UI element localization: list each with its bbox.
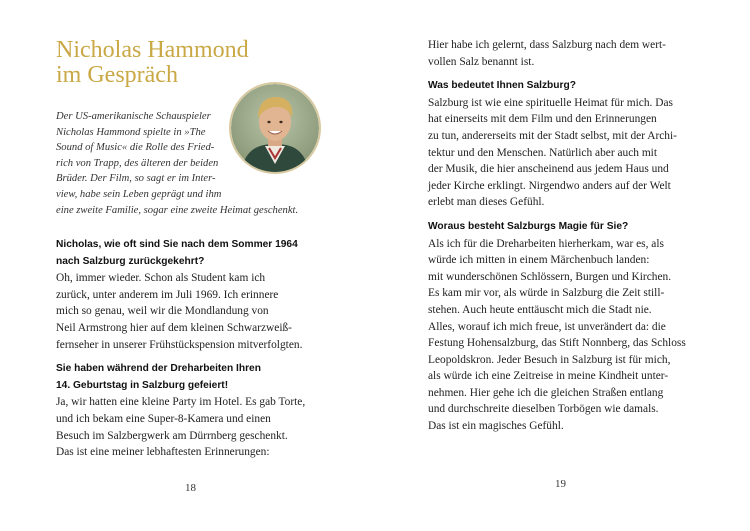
- left-body: [56, 237, 305, 461]
- answer-2-line: Ja, wir hatten eine kleine Party im Hotel. Es gab Torte,: [56, 396, 306, 409]
- answer-1-line: fernseher in unserer Frühstückspension mitverfolgten.: [56, 338, 303, 351]
- question-3-line: Was bedeutet Ihnen Salzburg?: [428, 80, 576, 92]
- intro-line: Brüder. Der Film, so sagt er im Inter-: [56, 173, 216, 185]
- title-line-1: Nicholas Hammond: [56, 37, 249, 63]
- answer-1-line: Neil Armstrong hier auf dem kleinen Schwarzweiß-: [56, 321, 292, 334]
- paragraph-gap: [428, 70, 686, 78]
- article-title: [56, 38, 249, 88]
- answer-1-line: Oh, immer wieder. Schon als Student kam ich: [56, 272, 266, 285]
- answer-4-line: Alles, worauf ich mich freue, ist unverändert da: die: [428, 320, 666, 333]
- answer-3-line: zu tun, andererseits mit der Stadt selbst, mit der Archi-: [428, 129, 677, 142]
- answer-3-line: tektur und den Menschen. Natürlich aber auch mit: [428, 146, 658, 159]
- intro-line: Nicholas Hammond spielte in »The: [56, 126, 206, 138]
- answer-4-line: Leopoldskron. Jeder Besuch in Salzburg ist für mich,: [428, 353, 671, 366]
- paragraph-gap: [428, 211, 686, 219]
- answer-2-line: Besuch im Salzbergwerk am Dürrnberg geschenkt.: [56, 429, 288, 442]
- answer-3-line: Salzburg ist wie eine spirituelle Heimat für mich. Das: [428, 96, 673, 109]
- answer-4-line: als würde ich eine Zeitreise in meine Kindheit unter-: [428, 370, 669, 383]
- answer-1-line: zurück, unter anderem im Juli 1969. Ich erinnere: [56, 288, 279, 301]
- page-number-left: 18: [185, 482, 196, 494]
- answer-2-line: Das ist eine meiner lebhaftesten Erinnerungen:: [56, 446, 270, 459]
- intro-paragraph: [56, 109, 308, 218]
- answer-4-line: nehmen. Hier gehe ich die gleichen Straßen entlang: [428, 386, 664, 399]
- page-number-right: 19: [555, 478, 566, 490]
- intro-line: rich von Trapp, des älteren der beiden: [56, 157, 219, 169]
- right-body: [428, 37, 686, 435]
- title-line-2: im Gespräch: [56, 62, 178, 88]
- question-1-line: Nicholas, wie oft sind Sie nach dem Sommer 1964: [56, 239, 298, 250]
- question-2-line: 14. Geburtstag in Salzburg gefeiert!: [56, 379, 229, 391]
- answer-1-line: mich so genau, weil wir die Mondlandung von: [56, 305, 269, 318]
- answer-3-line: erlebt man dieses Gefühl.: [428, 196, 545, 209]
- answer-4-line: Das ist ein magisches Gefühl.: [428, 420, 564, 433]
- intro-line: Sound of Music« die Rolle des Fried-: [56, 142, 215, 154]
- intro-line: Der US-amerikanische Schauspieler: [56, 111, 211, 122]
- answer-continued-line: Hier habe ich gelernt, dass Salzburg nach dem wert-: [428, 39, 666, 51]
- answer-4-line: würde ich mitten in einem Märchenbuch landen:: [428, 254, 650, 267]
- paragraph-gap: [56, 353, 305, 361]
- question-1-line: nach Salzburg zurückgekehrt?: [56, 255, 205, 267]
- answer-4-line: und durchschreite dieselben Torbögen wie damals.: [428, 403, 659, 416]
- answer-continued-line: vollen Salz benannt ist.: [428, 55, 535, 68]
- answer-4-line: mit wunderschönen Schlössern, Burgen und Kirchen.: [428, 270, 672, 283]
- question-2-line: Sie haben während der Dreharbeiten Ihren: [56, 363, 261, 375]
- question-4-line: Woraus besteht Salzburgs Magie für Sie?: [428, 220, 629, 232]
- answer-3-line: jeder Kirche erklingt. Nirgendwo anders auf der Welt: [428, 179, 671, 192]
- intro-line: view, habe sein Leben geprägt und ihm: [56, 188, 222, 200]
- intro-line: eine zweite Familie, sogar eine zweite Heimat geschenkt.: [56, 204, 299, 216]
- answer-4-line: stehen. Auch heute enttäuscht mich die Stadt nie.: [428, 303, 652, 316]
- answer-4-line: Als ich für die Dreharbeiten hierherkam, war es, als: [428, 237, 664, 250]
- answer-3-line: der Musik, die hier anscheinend aus jedem Haus und: [428, 163, 669, 176]
- answer-4-line: Es kam mir vor, als würde in Salzburg die Zeit still-: [428, 287, 665, 300]
- answer-4-line: Festung Hohensalzburg, das Stift Nonnberg, das Schloss: [428, 337, 686, 350]
- answer-3-line: hat einerseits mit dem Film und den Erinnerungen: [428, 113, 657, 126]
- answer-2-line: und ich bekam eine Super-8-Kamera und einen: [56, 412, 271, 425]
- right-page: [375, 0, 750, 531]
